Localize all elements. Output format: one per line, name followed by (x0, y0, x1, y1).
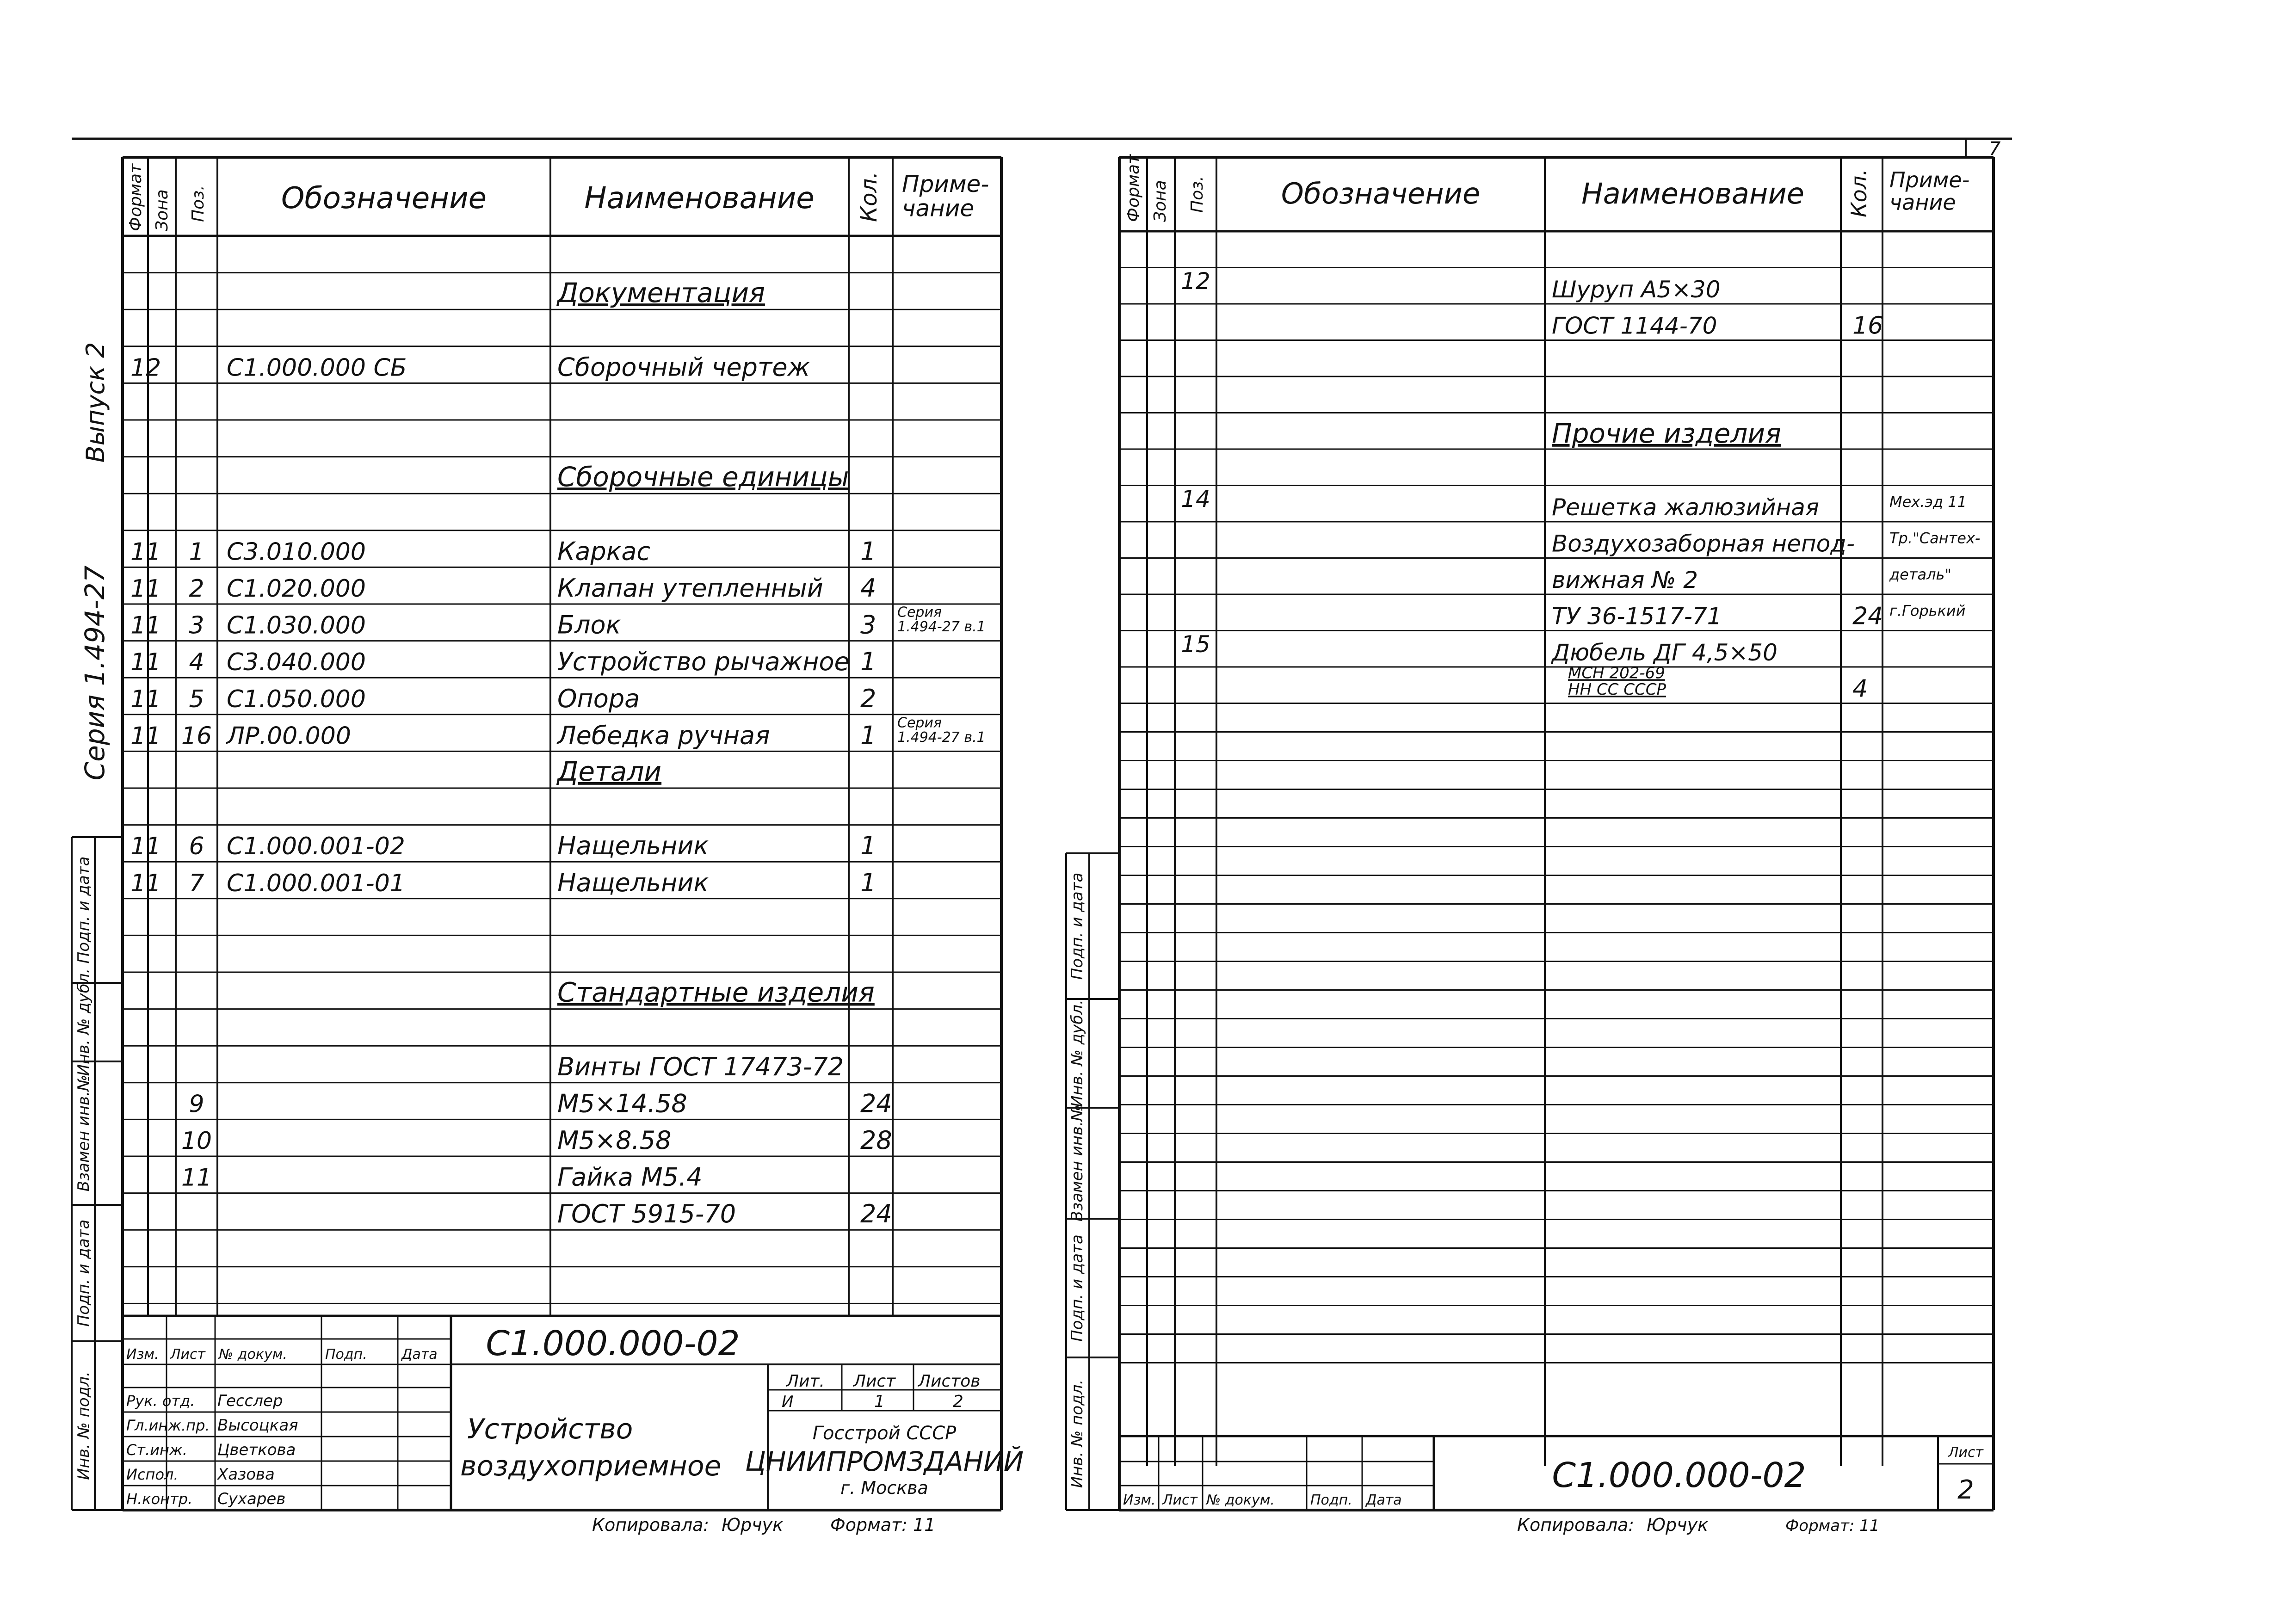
stamp-header-label: Изм. (1123, 1492, 1156, 1508)
document-title-line1: Устройство (467, 1413, 633, 1445)
cell-designation: С1.000.000 СБ (227, 354, 407, 382)
section-heading: Стандартные изделия (557, 976, 875, 1008)
cell-name: ТУ 36-1517-71 (1552, 603, 1722, 630)
sheet-label: Лист (853, 1372, 896, 1391)
cell-name: Блок (557, 610, 621, 640)
sheets-value: 2 (953, 1392, 963, 1411)
cell-name: ГОСТ 1144-70 (1552, 312, 1717, 339)
cell-designation: С1.000.001-01 (227, 869, 405, 897)
stamp-header-label: № докум. (219, 1346, 287, 1363)
header-format: Формат (1124, 154, 1143, 222)
cell-pos: 1 (189, 538, 204, 566)
header-qty: Кол. (856, 171, 882, 222)
cell-format: 11 (130, 648, 161, 677)
stamp-label: Инв. № дубл. (1068, 999, 1086, 1107)
stamp-label: Подп. и дата (1068, 1234, 1086, 1342)
signer-name: Хазова (217, 1465, 275, 1484)
cell-name: Дюбель ДГ 4,5×50 (1552, 639, 1778, 666)
stamp-header-label: Дата (1366, 1492, 1402, 1508)
header-name: Наименование (1581, 177, 1804, 210)
stamp-label: Инв. № дубл. (74, 968, 93, 1076)
cell-name: Воздухозаборная непод- (1552, 530, 1855, 557)
cell-designation: С1.020.000 (227, 575, 366, 603)
cell-name: Шуруп А5×30 (1552, 276, 1721, 303)
footer-copier: Юрчук (722, 1515, 784, 1535)
cell-designation: С1.030.000 (227, 611, 366, 640)
header-name: Наименование (584, 181, 815, 216)
cell-qty: 1 (860, 868, 876, 897)
document-code: С1.000.000-02 (1552, 1456, 1806, 1495)
cell-qty: 4 (860, 574, 876, 603)
sheet-value: 1 (874, 1392, 885, 1411)
cell-note: г.Горький (1889, 602, 1966, 620)
org-line3: г. Москва (840, 1478, 928, 1498)
cell-format: 11 (130, 575, 161, 603)
stamp-label: Инв. № подл. (1068, 1379, 1086, 1488)
footer-copier: Юрчук (1647, 1515, 1709, 1535)
header-qty: Кол. (1846, 169, 1871, 217)
cell-name: Лебедка ручная (557, 721, 770, 750)
cell-pos: 10 (181, 1127, 212, 1155)
stamp-header-label: Подп. (325, 1346, 367, 1363)
cell-qty: 24 (860, 1089, 892, 1118)
signer-name: Сухарев (217, 1490, 286, 1508)
cell-note: Серия 1.494-27 в.1 (897, 604, 986, 635)
header-zone: Зона (1151, 180, 1170, 222)
cell-name: Нащельник (557, 868, 709, 897)
cell-name: М5×8.58 (557, 1126, 672, 1155)
stamp-label: Подп. и дата (74, 856, 93, 964)
header-pos: Поз. (189, 185, 208, 222)
cell-qty: 1 (860, 647, 876, 677)
cell-designation: С1.050.000 (227, 685, 366, 713)
cell-note: Серия 1.494-27 в.1 (897, 715, 986, 746)
cell-designation: С3.040.000 (227, 648, 366, 677)
signer-name: Высоцкая (217, 1416, 298, 1435)
signer-role: Испол. (126, 1466, 179, 1483)
cell-designation: С1.000.001-02 (227, 833, 405, 861)
cell-qty: 16 (1852, 312, 1883, 340)
signer-name: Гесслер (217, 1392, 283, 1410)
cell-name: Нащельник (557, 831, 709, 861)
header-designation: Обозначение (281, 181, 487, 216)
cell-name: ГОСТ 5915-70 (557, 1199, 736, 1229)
section-heading: Детали (557, 756, 662, 787)
right-specification-sheet (1066, 154, 1994, 1510)
cell-format: 11 (130, 722, 161, 750)
header-note: Приме-чание (902, 171, 989, 222)
document-title-line2: воздухоприемное (460, 1450, 722, 1482)
cell-name: Решетка жалюзийная (1552, 494, 1820, 521)
cell-name: МСН 202-69 НН СС СССР (1568, 664, 1666, 699)
cell-name: вижная № 2 (1552, 567, 1698, 593)
stamp-header-label: Лист (170, 1346, 206, 1363)
cell-format: 12 (130, 354, 161, 382)
cell-name: Клапан утепленный (557, 574, 823, 603)
cell-format: 11 (130, 685, 161, 713)
signer-name: Цветкова (217, 1441, 296, 1459)
side-label-series: Серия 1.494-27 (79, 565, 111, 781)
sheet-number-top: 7 (1989, 138, 2001, 160)
cell-qty: 4 (1852, 675, 1868, 703)
cell-designation: ЛР.00.000 (227, 722, 351, 750)
cell-pos: 9 (189, 1090, 204, 1118)
sheet-value: 2 (1957, 1475, 1974, 1505)
section-heading: Прочие изделия (1552, 418, 1781, 449)
cell-pos: 14 (1181, 486, 1210, 512)
cell-pos: 4 (189, 648, 204, 677)
stamp-header-label: № докум. (1206, 1492, 1275, 1508)
cell-qty: 28 (860, 1126, 892, 1155)
cell-pos: 2 (189, 575, 204, 603)
cell-note: Мех.эд 11 (1889, 493, 1967, 511)
cell-pos: 16 (181, 722, 212, 750)
cell-qty: 1 (860, 537, 876, 566)
stamp-header-label: Лист (1162, 1492, 1198, 1508)
cell-format: 11 (130, 538, 161, 566)
cell-format: 11 (130, 611, 161, 640)
cell-format: 11 (130, 869, 161, 897)
footer-format: Формат: 11 (830, 1515, 936, 1535)
sheets-label: Листов (918, 1372, 981, 1391)
cell-pos: 7 (189, 869, 204, 897)
stamp-label: Инв. № подл. (74, 1371, 93, 1480)
cell-name: Сборочный чертеж (557, 352, 810, 382)
footer-copied: Копировала: (1517, 1515, 1635, 1535)
footer-format: Формат: 11 (1785, 1517, 1880, 1535)
left-specification-sheet (72, 157, 1001, 1510)
cell-name: Каркас (557, 537, 651, 566)
signer-role: Рук. отд. (126, 1392, 195, 1410)
cell-name: М5×14.58 (557, 1089, 687, 1118)
section-heading: Документация (557, 277, 765, 309)
header-format: Формат (126, 163, 145, 231)
stamp-header-label: Изм. (126, 1346, 159, 1363)
cell-qty: 24 (860, 1199, 892, 1229)
cell-name: Гайка М5.4 (557, 1162, 703, 1192)
cell-qty: 2 (860, 684, 876, 713)
signer-role: Н.контр. (126, 1490, 193, 1508)
cell-pos: 3 (189, 611, 204, 640)
cell-pos: 5 (189, 685, 204, 713)
stamp-label: Взамен инв.№ (1068, 1104, 1086, 1222)
header-zone: Зона (153, 189, 172, 231)
document-code: С1.000.000-02 (486, 1324, 740, 1363)
stamp-label: Подп. и дата (1068, 872, 1086, 980)
stamp-header-label: Дата (401, 1346, 438, 1363)
cell-pos: 6 (189, 833, 204, 861)
cell-pos: 15 (1181, 631, 1210, 658)
cell-pos: 12 (1181, 268, 1210, 295)
signer-role: Гл.инж.пр. (126, 1417, 210, 1434)
cell-name: Устройство рычажное (557, 647, 850, 677)
cell-qty: 24 (1852, 602, 1883, 630)
footer-copied: Копировала: (592, 1515, 710, 1535)
org-line1: Госстрой СССР (812, 1423, 957, 1444)
cell-qty: 1 (860, 721, 876, 750)
cell-format: 11 (130, 833, 161, 861)
section-heading: Сборочные единицы (557, 461, 849, 493)
cell-name: Винты ГОСТ 17473-72 (557, 1052, 844, 1081)
side-label-issue: Выпуск 2 (81, 342, 110, 463)
cell-designation: С3.010.000 (227, 538, 366, 566)
cell-note: деталь" (1889, 566, 1952, 583)
right-title-block (1119, 1436, 1994, 1535)
header-note: Приме-чание (1889, 167, 1970, 215)
cell-pos: 11 (181, 1164, 212, 1192)
stamp-label: Подп. и дата (74, 1219, 93, 1327)
signer-role: Ст.инж. (126, 1441, 187, 1459)
cell-qty: 3 (860, 610, 876, 640)
cell-qty: 1 (860, 831, 876, 861)
cell-note: Тр."Сантех- (1889, 529, 1981, 547)
left-title-block (123, 1316, 1024, 1535)
lit-label: Лит. (786, 1372, 825, 1391)
lit-value: И (782, 1393, 794, 1411)
stamp-label: Взамен инв.№ (74, 1074, 93, 1192)
header-designation: Обозначение (1281, 177, 1481, 210)
header-pos: Поз. (1188, 176, 1207, 213)
cell-name: Опора (557, 684, 640, 713)
stamp-header-label: Подп. (1310, 1492, 1352, 1508)
sheet-label: Лист (1948, 1444, 1984, 1461)
org-line2: ЦНИИПРОМЗДАНИЙ (745, 1446, 1024, 1477)
